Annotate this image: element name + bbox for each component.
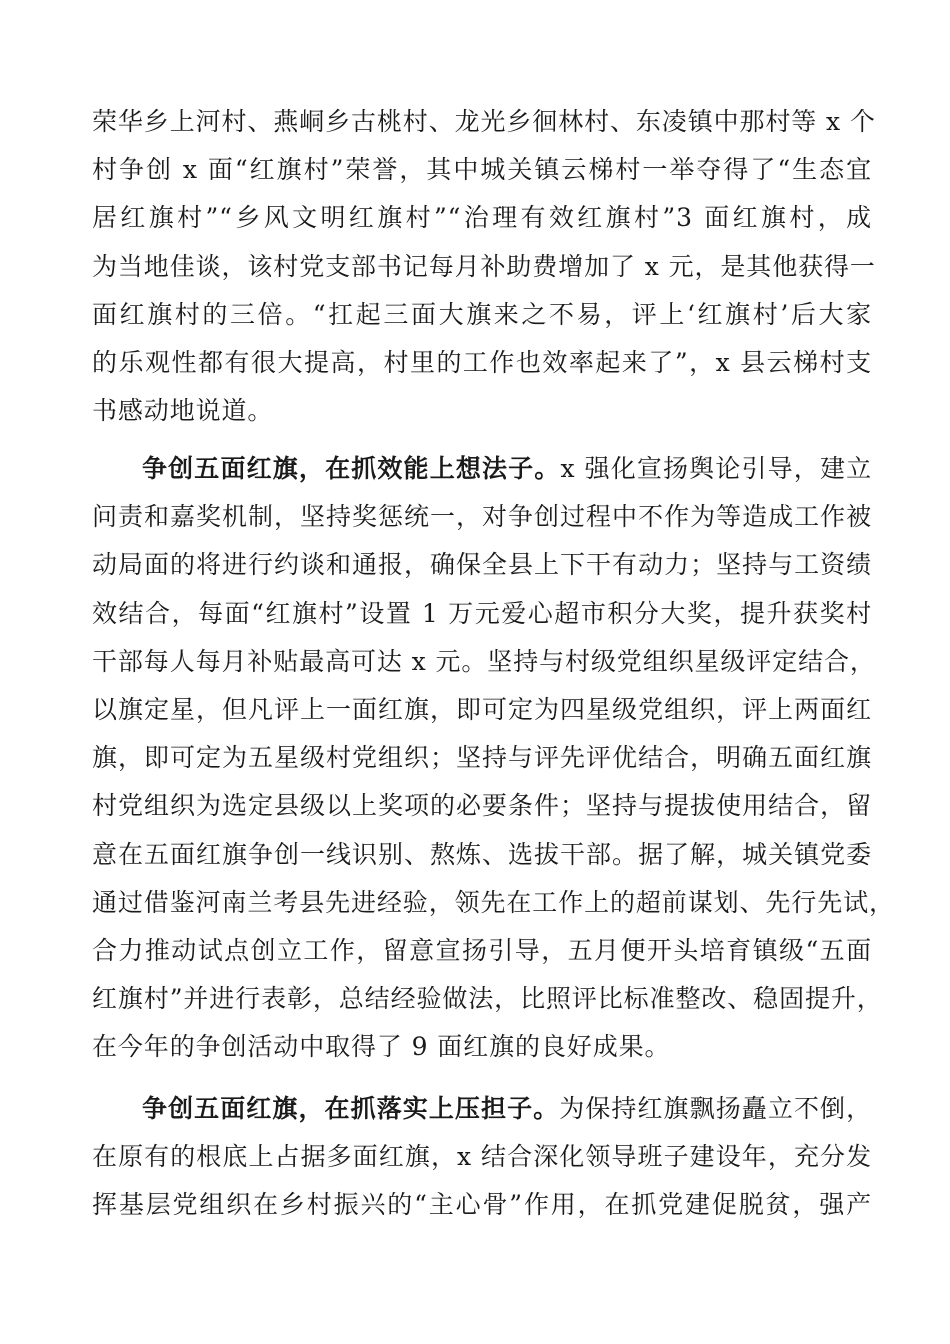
paragraph-line: 效结合，每面“红旗村”设置 1 万元爱心超市积分大奖，提升获奖村 bbox=[92, 598, 872, 628]
paragraph-first-line bbox=[92, 1085, 872, 1133]
paragraph-3 bbox=[92, 1085, 872, 1230]
paragraph-line: 旗，即可定为五星级村党组织；坚持与评先评优结合，明确五面红旗 bbox=[92, 743, 872, 773]
paragraph-line: 动局面的将进行约谈和通报，确保全县上下干有动力；坚持与工资绩 bbox=[92, 550, 872, 580]
paragraph-first-line bbox=[92, 445, 872, 493]
paragraph-line: 意在五面红旗争创一线识别、熬炼、选拔干部。据了解，城关镇党委 bbox=[92, 839, 872, 869]
paragraph-line: 在今年的争创活动中取得了 9 面红旗的良好成果。 bbox=[92, 1032, 671, 1062]
paragraph-1 bbox=[92, 98, 876, 435]
paragraph-line: 在原有的根底上占据多面红旗，x 结合深化领导班子建设年，充分发 bbox=[92, 1142, 872, 1172]
paragraph-line: 以旗定星，但凡评上一面红旗，即可定为四星级党组织，评上两面红 bbox=[92, 694, 872, 724]
paragraph-line: 为当地佳谈，该村党支部书记每月补助费增加了 x 元，是其他获得一 bbox=[92, 251, 876, 281]
paragraph-line-text: 为保持红旗飘扬矗立不倒， bbox=[559, 1094, 872, 1123]
paragraph-line: 村党组织为选定县级以上奖项的必要条件；坚持与提拔使用结合，留 bbox=[92, 791, 872, 821]
paragraph-line: 的乐观性都有很大提高，村里的工作也效率起来了”，x 县云梯村支 bbox=[92, 347, 872, 377]
paragraph-line: 居红旗村”“乡风文明红旗村”“治理有效红旗村”3 面红旗村，成 bbox=[92, 203, 872, 233]
paragraph-heading: 争创五面红旗，在抓落实上压担子。 bbox=[142, 1094, 560, 1123]
paragraph-line: 通过借鉴河南兰考县先进经验，领先在工作上的超前谋划、先行先试， bbox=[92, 887, 895, 917]
paragraph-line: 书感动地说道。 bbox=[92, 396, 274, 426]
paragraph-line: 红旗村”并进行表彰，总结经验做法，比照评比标准整改、稳固提升， bbox=[92, 984, 883, 1014]
paragraph-line: 村争创 x 面“红旗村”荣誉，其中城关镇云梯村一举夺得了“生态宜 bbox=[92, 155, 872, 185]
paragraph-2 bbox=[92, 445, 895, 1071]
paragraph-line: 挥基层党组织在乡村振兴的“主心骨”作用，在抓党建促脱贫，强产 bbox=[92, 1190, 872, 1220]
paragraph-line: 问责和嘉奖机制，坚持奖惩统一，对争创过程中不作为等造成工作被 bbox=[92, 502, 872, 532]
paragraph-line: 荣华乡上河村、燕峒乡古桃村、龙光乡徊林村、东凌镇中那村等 x 个 bbox=[92, 107, 876, 136]
paragraph-line-text: x 强化宣扬舆论引导，建立 bbox=[560, 454, 873, 483]
paragraph-line: 面红旗村的三倍。“扛起三面大旗来之不易，评上‘红旗村’后大家 bbox=[92, 299, 872, 329]
paragraph-line: 合力推动试点创立工作，留意宣扬引导，五月便开头培育镇级“五面 bbox=[92, 935, 872, 965]
paragraph-heading: 争创五面红旗，在抓效能上想法子。 bbox=[142, 454, 561, 483]
paragraph-line: 干部每人每月补贴最高可达 x 元。坚持与村级党组织星级评定结合， bbox=[92, 646, 876, 676]
